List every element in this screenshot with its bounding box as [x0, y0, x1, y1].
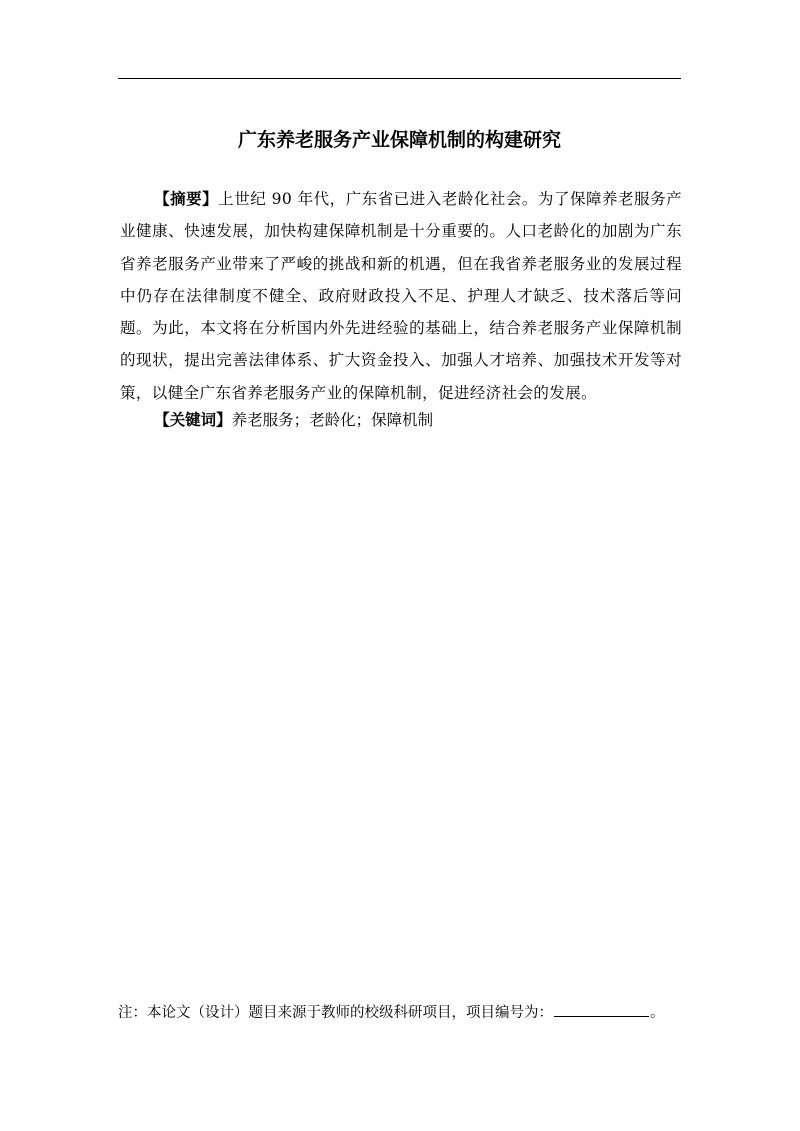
abstract-paragraph [120, 183, 682, 409]
page-title: 广东养老服务产业保障机制的构建研究 [237, 129, 561, 151]
abstract-text: 上世纪 90 年代，广东省已进入老龄化社会。为了保障养老服务产业健康、快速发展，加快构建保障机制是十分重要的。人口老龄化的加剧为广东省养老服务产业带来了严峻的挑战和新的机遇，但在我省养老服务业的发展过程中仍存在法律制度不健全、政府财政投入不足、护理人才缺乏、技术落后等问题。为此，本文将在分析国内外先进经验的基础上，结合养老服务产业保障机制的现状，提出完善法律体系、扩大资金投入、加强人才培养、加强技术开发等对策，以健全广东省养老服务产业的保障机制，促进经济社会的发展。 [120, 190, 682, 402]
keywords-label: 【关键词】 [154, 411, 232, 429]
keywords-text: 养老服务；老龄化；保障机制 [231, 411, 434, 429]
abstract-label: 【摘要】 [154, 190, 219, 208]
header-rule [118, 78, 681, 79]
footnote-end: 。 [650, 1005, 665, 1021]
project-number-blank [554, 1002, 649, 1017]
footnote-text: 注：本论文（设计）题目来源于教师的校级科研项目，项目编号为： [118, 1005, 553, 1021]
footnote [118, 1000, 718, 1026]
keywords-paragraph [120, 404, 682, 436]
